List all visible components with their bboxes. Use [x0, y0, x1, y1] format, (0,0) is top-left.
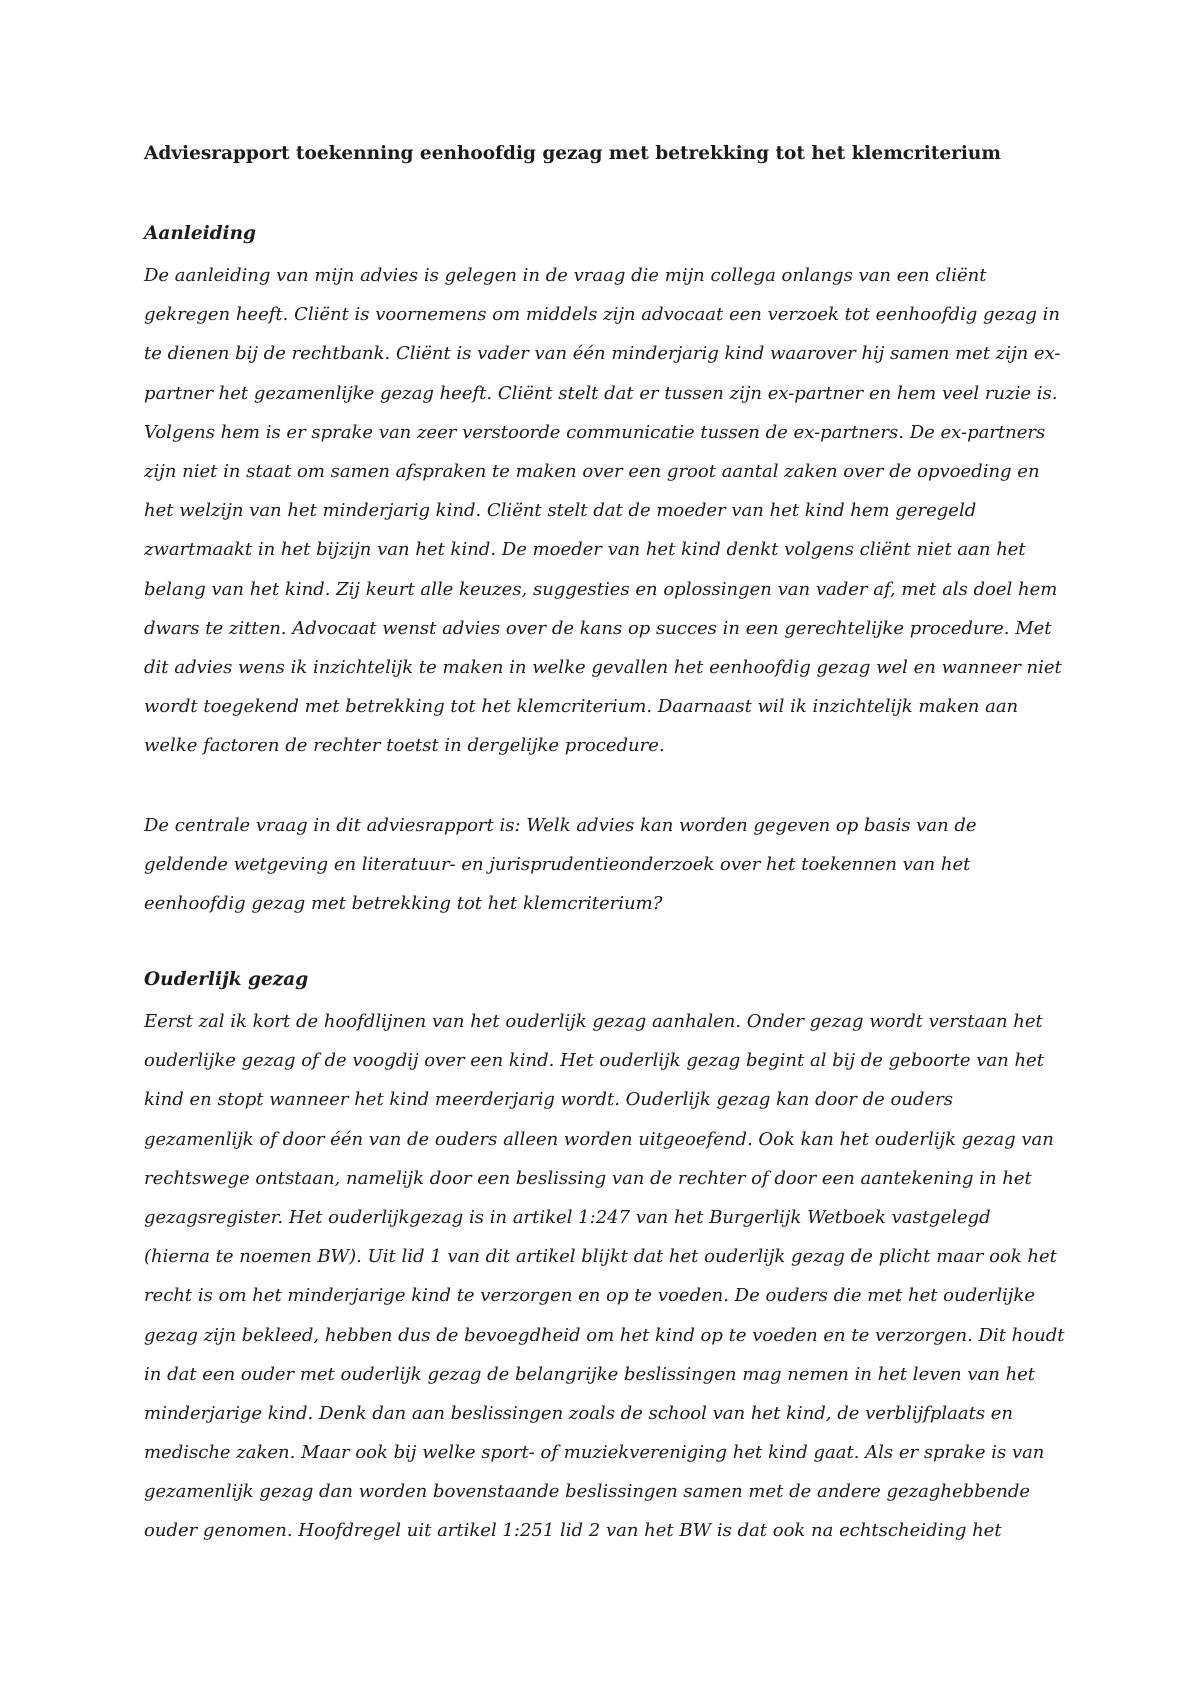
section-heading-aanleiding: Aanleiding: [144, 223, 256, 244]
text-line: Eerst zal ik kort de hoofdlijnen van het ouderlijk gezag aanhalen. Onder gezag wordt verstaan het: [144, 1011, 1043, 1032]
text-line: eenhoofdig gezag met betrekking tot het klemcriterium?: [144, 893, 663, 915]
text-line: dwars te zitten. Advocaat wenst advies over de kans op succes in een gerechtelijke procedure. Met: [144, 617, 1052, 639]
text-line: De centrale vraag in dit adviesrapport is: Welk advies kan worden gegeven op basis van de: [144, 815, 977, 836]
text-line: gekregen heeft. Cliënt is voornemens om middels zijn advocaat een verzoek tot eenhoofdig gezag in: [144, 304, 1060, 326]
paragraph-ouderlijk-gezag: [144, 1002, 1064, 1551]
text-line: dit advies wens ik inzichtelijk te maken in welke gevallen het eenhoofdig gezag wel en wanneer niet: [144, 656, 1062, 678]
text-line: welke factoren de rechter toetst in dergelijke procedure.: [144, 735, 665, 757]
text-line: partner het gezamenlijke gezag heeft. Cliënt stelt dat er tussen zijn ex-partner en hem veel ruzie is.: [144, 382, 1058, 404]
text-line: medische zaken. Maar ook bij welke sport- of muziekvereniging het kind gaat. Als er sprake is van: [144, 1442, 1045, 1464]
text-line: Volgens hem is er sprake van zeer verstoorde communicatie tussen de ex-partners. De ex-partners: [144, 421, 1046, 443]
text-line: te dienen bij de rechtbank. Cliënt is vader van één minderjarig kind waarover hij samen met zijn ex-: [144, 343, 1061, 365]
text-line: gezamenlijk of door één van de ouders alleen worden uitgeoefend. Ook kan het ouderlijk gezag van: [144, 1128, 1054, 1150]
text-line: zijn niet in staat om samen afspraken te maken over een groot aantal zaken over de opvoeding en: [144, 460, 1040, 482]
text-line: gezamenlijk gezag dan worden bovenstaande beslissingen samen met de andere gezaghebbende: [144, 1481, 1031, 1503]
text-line: zwartmaakt in het bijzijn van het kind. De moeder van het kind denkt volgens cliënt niet aan het: [144, 539, 1026, 561]
text-line: het welzijn van het minderjarig kind. Cliënt stelt dat de moeder van het kind hem geregeld: [144, 500, 977, 522]
text-line: kind en stopt wanneer het kind meerderjarig wordt. Ouderlijk gezag kan door de ouders: [144, 1089, 953, 1111]
text-line: belang van het kind. Zij keurt alle keuzes, suggesties en oplossingen van vader af, met als doel hem: [144, 578, 1058, 600]
text-line: gezagsregister. Het ouderlijkgezag is in artikel 1:247 van het Burgerlijk Wetboek vastgelegd: [144, 1206, 991, 1228]
text-line: ouderlijke gezag of de voogdij over een kind. Het ouderlijk gezag begint al bij de geboorte van het: [144, 1050, 1044, 1072]
text-line: (hierna te noemen BW). Uit lid 1 van dit artikel blijkt dat het ouderlijk gezag de plicht maar ook het: [144, 1246, 1057, 1268]
text-line: ouder genomen. Hoofdregel uit artikel 1:251 lid 2 van het BW is dat ook na echtscheiding het: [144, 1520, 1002, 1542]
paragraph-centrale-vraag: [144, 806, 977, 924]
section-heading-ouderlijk-gezag: Ouderlijk gezag: [144, 969, 309, 990]
text-line: gezag zijn bekleed, hebben dus de bevoegdheid om het kind op te voeden en te verzorgen. Dit houdt: [144, 1324, 1065, 1346]
text-line: minderjarige kind. Denk dan aan beslissingen zoals de school van het kind, de verblijfplaats en: [144, 1402, 1014, 1424]
text-line: geldende wetgeving en literatuur- en jurisprudentieonderzoek over het toekennen van het: [144, 854, 971, 876]
document-title: Adviesrapport toekenning eenhoofdig gezag met betrekking tot het klemcriterium: [144, 143, 1001, 164]
text-line: wordt toegekend met betrekking tot het klemcriterium. Daarnaast wil ik inzichtelijk maken aan: [144, 696, 1019, 718]
text-line: recht is om het minderjarige kind te verzorgen en op te voeden. De ouders die met het ouderlijke: [144, 1285, 1036, 1307]
text-line: rechtswege ontstaan, namelijk door een beslissing van de rechter of door een aantekening in het: [144, 1167, 1032, 1189]
paragraph-aanleiding: [144, 256, 1062, 765]
text-line: in dat een ouder met ouderlijk gezag de belangrijke beslissingen mag nemen in het leven van het: [144, 1363, 1036, 1385]
text-line: De aanleiding van mijn advies is gelegen in de vraag die mijn collega onlangs van een cliënt: [144, 265, 987, 286]
